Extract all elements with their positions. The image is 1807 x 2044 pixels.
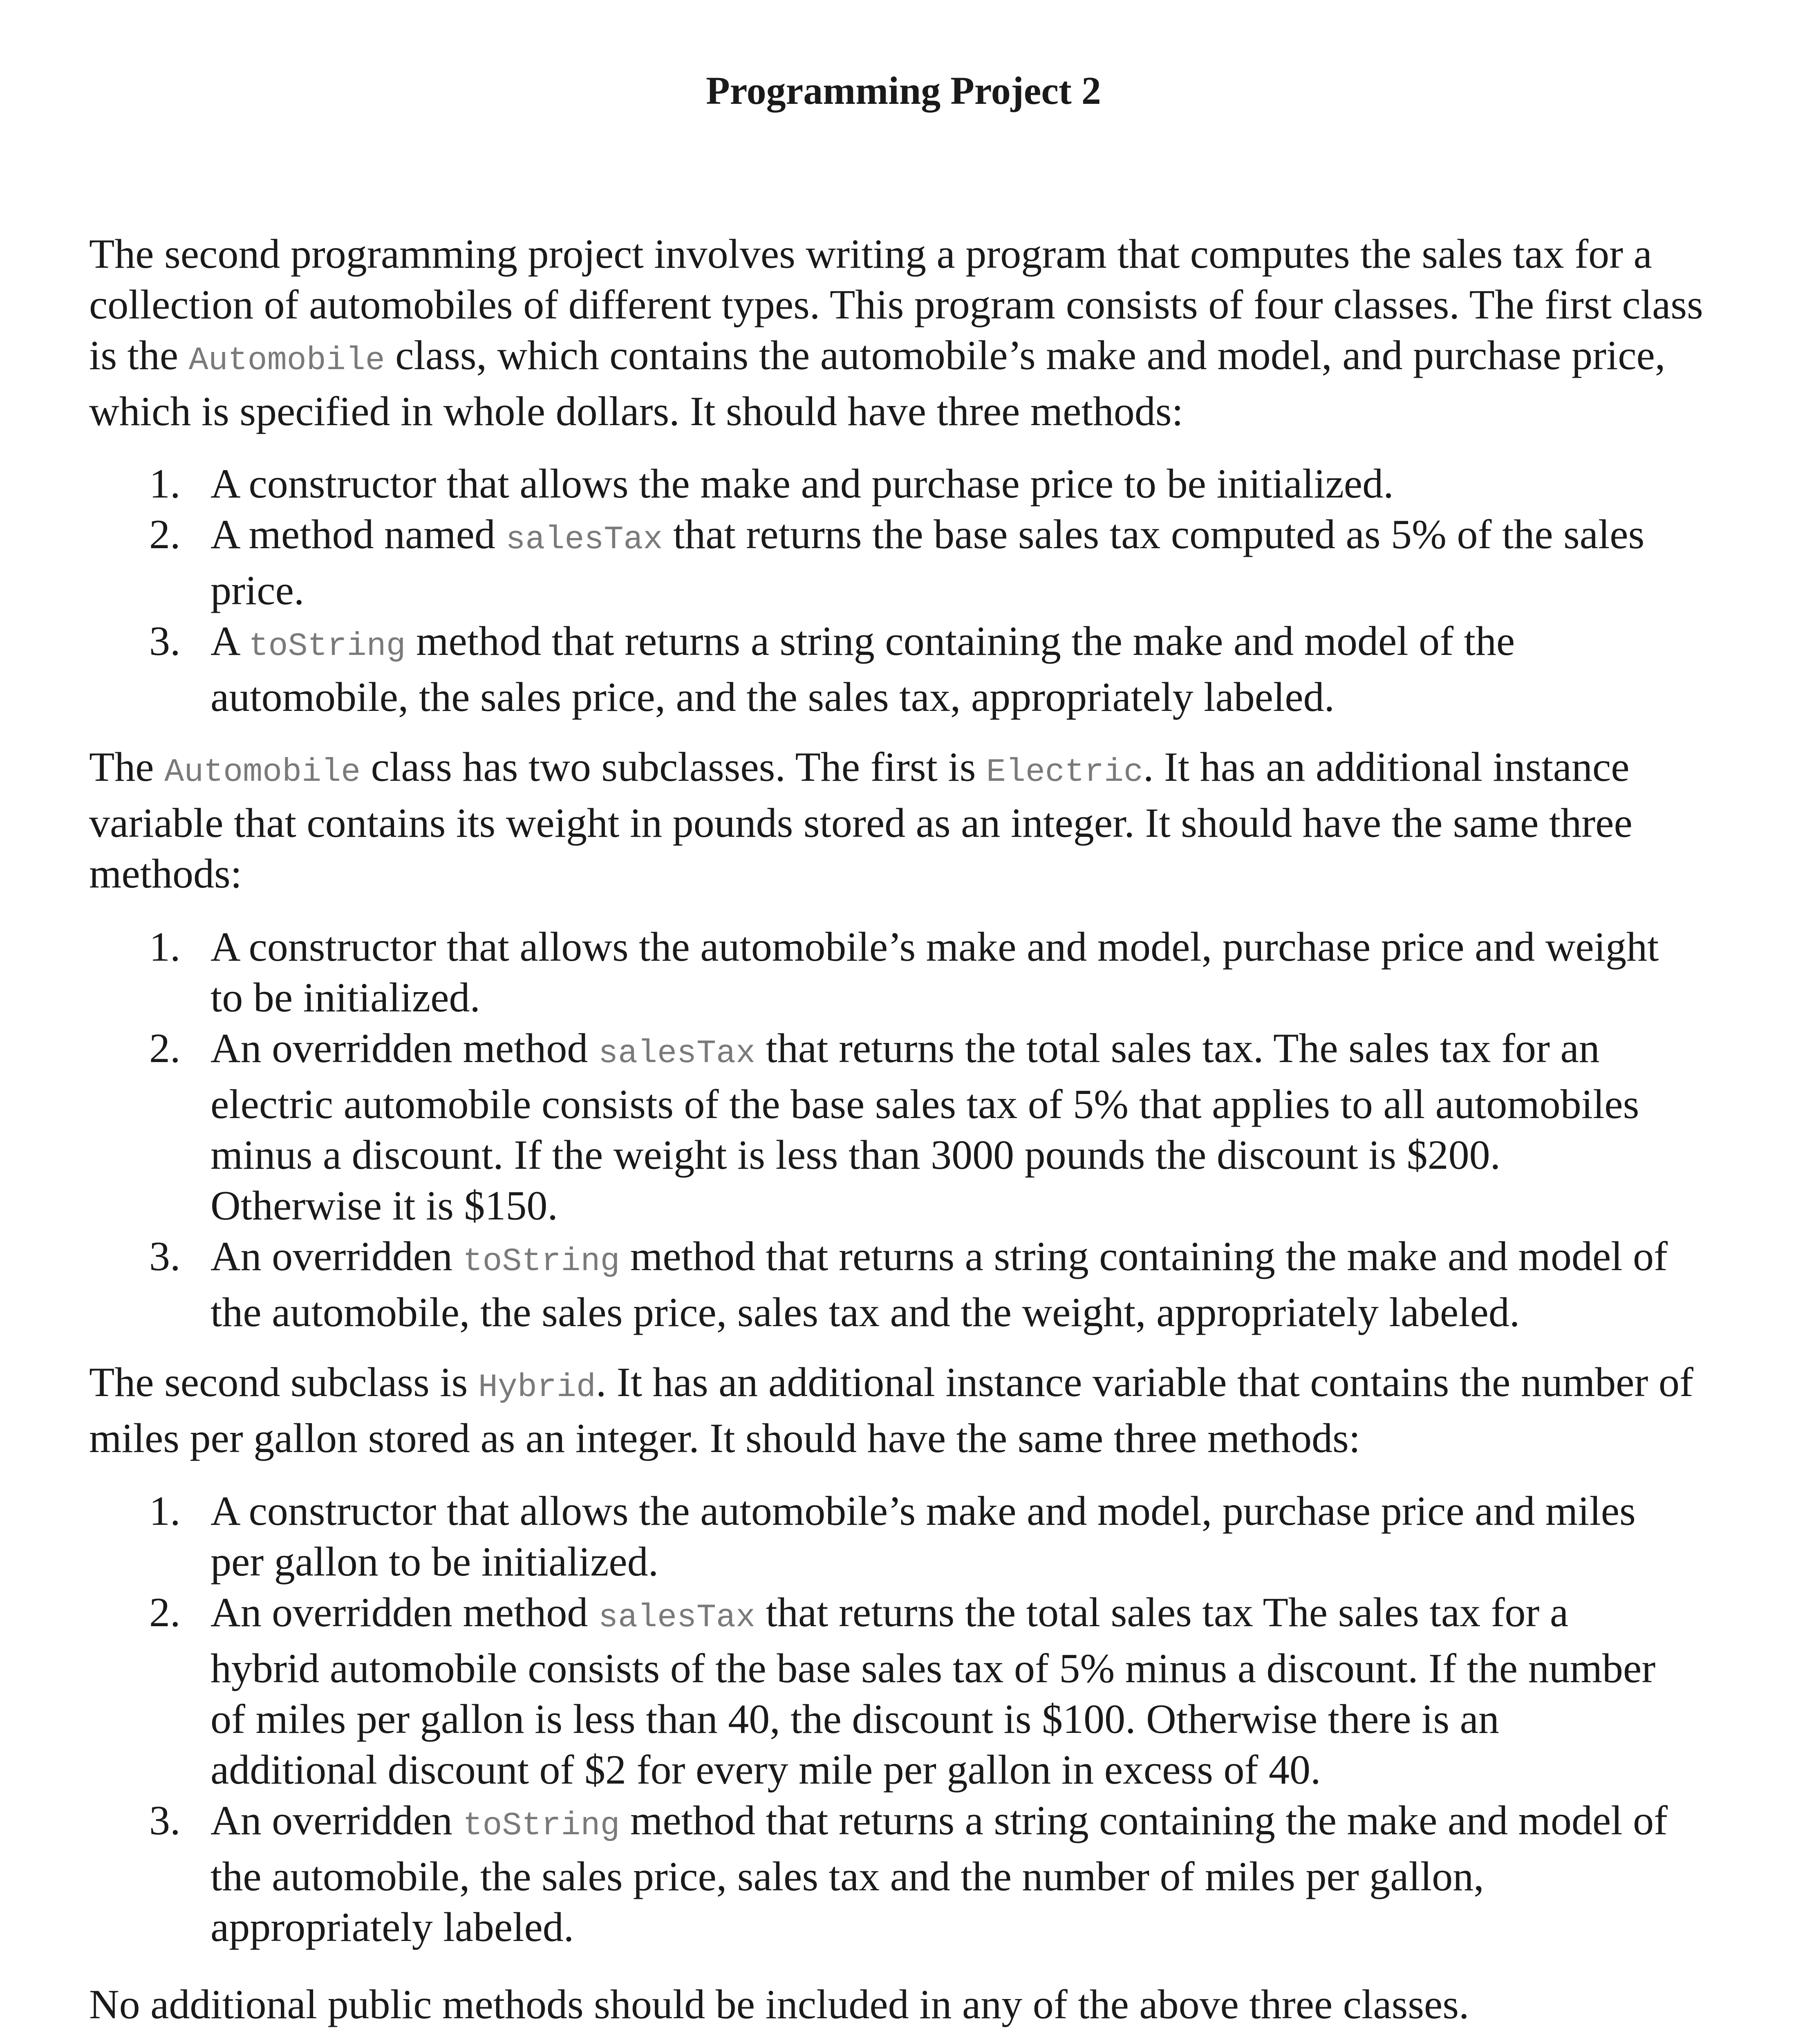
hybrid-text-2: . It has an additional instance variable that contains the number of miles per gallon stored as an integer. It should have the same three methods: bbox=[89, 1359, 1693, 1461]
list-text: that returns the total sales tax. The sales tax for an electric automobile consists of the base sales tax of 5% that applies to all automobiles minus a discount. If the weight is less than 3000 pounds the discount is $200. Otherwise it is $150. bbox=[210, 1025, 1639, 1229]
list-text: method that returns a string containing the make and model of the automobile, the sales price, sales tax and the weight, appropriately labeled. bbox=[210, 1233, 1668, 1336]
list-number: 2. bbox=[149, 1025, 181, 1071]
electric-paragraph bbox=[89, 742, 1708, 899]
no-public-methods-paragraph: No additional public methods should be included in any of the above three classes. bbox=[89, 1981, 1469, 2028]
list-text: A bbox=[210, 618, 249, 664]
list-item bbox=[0, 509, 1674, 616]
list-item bbox=[0, 616, 1674, 723]
automobile-methods-list bbox=[0, 459, 1807, 723]
list-number: 2. bbox=[149, 1589, 181, 1636]
list-text: An overridden bbox=[210, 1233, 463, 1280]
list-item bbox=[0, 1587, 1674, 1795]
list-item bbox=[0, 922, 1674, 1023]
hybrid-text-1: The second subclass is bbox=[89, 1359, 478, 1405]
list-text: A constructor that allows the automobile’s make and model, purchase price and miles per gallon to be initialized. bbox=[210, 1488, 1636, 1585]
code-electric: Electric bbox=[986, 754, 1143, 791]
electric-text-3: . It has an additional instance variable that contains its weight in pounds stored as an integer. It should have the same three methods: bbox=[89, 744, 1632, 897]
page-title: Programming Project 2 bbox=[706, 69, 1101, 112]
intro-paragraph bbox=[89, 229, 1708, 437]
list-item bbox=[0, 1231, 1674, 1338]
hybrid-methods-list bbox=[0, 1486, 1807, 1953]
code-tostring: toString bbox=[249, 628, 406, 665]
code-automobile: Automobile bbox=[164, 754, 361, 791]
code-automobile: Automobile bbox=[188, 342, 385, 379]
list-text: A constructor that allows the automobile’s make and model, purchase price and weight to be initialized. bbox=[210, 924, 1659, 1021]
list-text: An overridden method bbox=[210, 1025, 598, 1071]
list-text: method that returns a string containing the make and model of the automobile, the sales price, and the sales tax, appropriately labeled. bbox=[210, 618, 1515, 720]
list-text: that returns the base sales tax computed as 5% of the sales price. bbox=[210, 511, 1645, 614]
list-item bbox=[0, 1795, 1674, 1953]
list-item bbox=[0, 1023, 1674, 1231]
list-number: 1. bbox=[149, 1488, 181, 1534]
code-salestax: salesTax bbox=[506, 521, 663, 558]
list-number: 1. bbox=[149, 924, 181, 970]
code-tostring: toString bbox=[463, 1243, 620, 1280]
list-text: A constructor that allows the make and purchase price to be initialized. bbox=[210, 461, 1394, 507]
electric-text-1: The bbox=[89, 744, 165, 790]
intro-text-2: class, which contains the automobile’s make and model, and purchase price, which is specified in whole dollars. It should have three methods: bbox=[89, 332, 1666, 435]
list-number: 3. bbox=[149, 1797, 181, 1844]
code-salestax: salesTax bbox=[598, 1035, 755, 1072]
list-text: that returns the total sales tax The sales tax for a hybrid automobile consists of the base sales tax of 5% minus a discount. If the number of miles per gallon is less than 40, the discount is $100. Otherwise there is an additional discount of $2 for every mile per gallon in excess of 40. bbox=[210, 1589, 1656, 1793]
list-number: 2. bbox=[149, 511, 181, 558]
electric-text-2: class has two subclasses. The first is bbox=[361, 744, 986, 790]
list-item bbox=[0, 1486, 1674, 1587]
list-text: An overridden bbox=[210, 1797, 463, 1844]
list-text: A method named bbox=[210, 511, 506, 558]
list-item bbox=[0, 459, 1674, 509]
list-number: 1. bbox=[149, 461, 181, 507]
list-text: method that returns a string containing the make and model of the automobile, the sales price, sales tax and the number of miles per gallon, appropriately labeled. bbox=[210, 1797, 1668, 1950]
list-text: An overridden method bbox=[210, 1589, 598, 1636]
list-number: 3. bbox=[149, 1233, 181, 1280]
code-hybrid: Hybrid bbox=[478, 1369, 596, 1406]
intro-text-1: The second programming project involves writing a program that computes the sales tax for a collection of automobiles of different types. This program consists of four classes. The first class is the bbox=[89, 231, 1703, 379]
electric-methods-list bbox=[0, 922, 1807, 1338]
code-tostring: toString bbox=[463, 1807, 620, 1845]
hybrid-paragraph bbox=[89, 1357, 1708, 1464]
list-number: 3. bbox=[149, 618, 181, 664]
code-salestax: salesTax bbox=[598, 1599, 755, 1636]
